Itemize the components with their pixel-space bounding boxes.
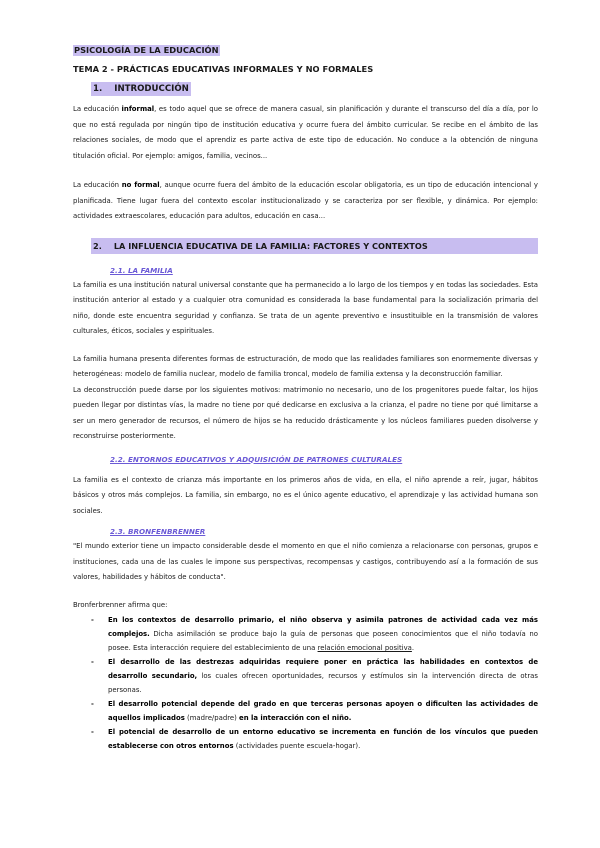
subject-title: PSICOLOGÍA DE LA EDUCACIÓN — [74, 45, 219, 55]
entornos-paragraph: La familia es el contexto de crianza más importante en los primeros años de vida, en ella, el niño aprende a reír, jugar, hábitos básicos y otros más complejos. La familia, sin embargo, no es el único agente educativo, el aprendizaje y las actividad humana son sociales. — [73, 475, 538, 515]
text-run: , es todo aquel que se ofrece de manera casual, sin planificación y durante el transcurso del día a día, por lo que no está regulada por ningún tipo de institución educativa y ocurre fuera del ámbito curricular. Se recibe en el ámbito de las relaciones sociales, de modo que el aprendiz es parte activa de este tipo de educación. No conduce a la obtención de ninguna titulación oficial. Por ejemplo: amigos, familia, vecinos... — [73, 105, 538, 160]
text-run: Dicha asimilación se produce bajo la guía de personas que poseen conocimientos que el niño todavía no posee. Esta interacción requiere del establecimiento de una — [108, 630, 538, 652]
underlined-run: relación emocional positiva — [317, 644, 412, 652]
familia-paragraph-3: La deconstrucción puede darse por los siguientes motivos: matrimonio no necesario, uno de los progenitores puede faltar, los hijos pueden llegar por distintas vías, la madre no tiene por qué dedicarse en exclusiva a la crianza, el padre no tiene por qué limitarse a ser un mero generador de recursos, el número de hijos se ha reducido drásticamente y los núcleos familiares pueden disolverse y reconstruirse posteriormente. — [73, 385, 538, 440]
text-run: , aunque ocurre fuera del ámbito de la educación escolar obligatoria, es un tipo de educación intencional y planificada. Tiene lugar fuera del contexto escolar institucionalizado y se caracteriza por ser flexible, y dinámica. Por ejemplo: actividades extraescolares, educación para adultos, educación en casa... — [73, 181, 538, 220]
list-item — [91, 613, 538, 655]
familia-paragraph-2: La familia humana presenta diferentes formas de estructuración, de modo que las realidades familiares son enormemente diversas y heterogéneas: modelo de familia nuclear, modelo de familia troncal, modelo de familia extensa y la deconstrucción familiar. — [73, 354, 538, 378]
list-item — [91, 697, 538, 725]
informal-paragraph — [73, 102, 538, 164]
text-run: . — [411, 644, 415, 652]
familia-paragraph-1: La familia es una institución natural universal constante que ha permanecido a lo largo de los tiempos y en todas las sociedades. Esta institución anterior al estado y a cualquier otra comunidad es considerada la base fundamental para la socialización primaria del niño, donde este encuentra seguridad y confianza. Se trata de un agente preventivo e insustituible en la transmisión de valores culturales, éticos, sociales y espirituales. — [73, 280, 538, 335]
section1-number: 1. — [93, 84, 103, 94]
subsection-entornos: 2.2. ENTORNOS EDUCATIVOS Y ADQUISICIÓN DE PATRONES CULTURALES — [110, 454, 403, 464]
bold-run: El desarrollo de las destrezas adquiridas requiere poner en práctica las habilidades en contextos de desarrollo secundario, — [108, 658, 538, 680]
section1-title: INTRODUCCIÓN — [114, 84, 189, 94]
bronfenbrenner-quote: "El mundo exterior tiene un impacto considerable desde el momento en que el niño comienza a relacionarse con personas, grupos e instituciones, cada una de las cuales le impone sus perspectivas, recompensas y castigos, contribuyendo así a la formación de sus valores, habilidades y hábitos de conducta". — [73, 542, 538, 581]
bold-term: informal — [121, 105, 155, 113]
tema-title: TEMA 2 - PRÁCTICAS EDUCATIVAS INFORMALES Y NO FORMALES — [73, 64, 374, 74]
section2-number: 2. — [93, 240, 102, 251]
bold-run: El desarrollo potencial depende del grado en que terceras personas apoyen o dificulten las actividades de aquellos implicados — [108, 700, 538, 722]
bronfenbrenner-intro: Bronferbrenner afirma que: — [73, 600, 168, 609]
no-formal-paragraph — [73, 178, 538, 225]
bold-run: El potencial de desarrollo de un entorno educativo se incrementa en función de los vínculos que pueden establecerse con otros entornos — [108, 728, 538, 750]
text-run: La educación — [73, 181, 122, 189]
text-run: los cuales ofrecen oportunidades, recursos y estímulos sin la intervención directa de otras personas. — [108, 672, 538, 694]
bold-run: En los contextos de desarrollo primario, el niño observa y asimila patrones de actividad cada vez más complejos. — [108, 616, 538, 638]
text-run: (madre/padre) — [184, 714, 240, 722]
bold-run: en la interacción con el niño. — [239, 714, 352, 722]
section1-heading — [91, 82, 191, 96]
bronfenbrenner-list — [91, 613, 538, 753]
text-run: La educación — [73, 105, 122, 113]
text-run: (actividades puente escuela-hogar). — [233, 742, 361, 750]
section2-heading — [91, 238, 538, 254]
list-item — [91, 655, 538, 697]
list-item — [91, 725, 538, 753]
bold-term: no formal — [121, 181, 160, 189]
section2-title: LA INFLUENCIA EDUCATIVA DE LA FAMILIA: FACTORES Y CONTEXTOS — [113, 240, 428, 251]
subsection-familia: 2.1. LA FAMILIA — [110, 265, 173, 275]
subsection-bronfenbrenner: 2.3. BRONFENBRENNER — [110, 527, 206, 536]
